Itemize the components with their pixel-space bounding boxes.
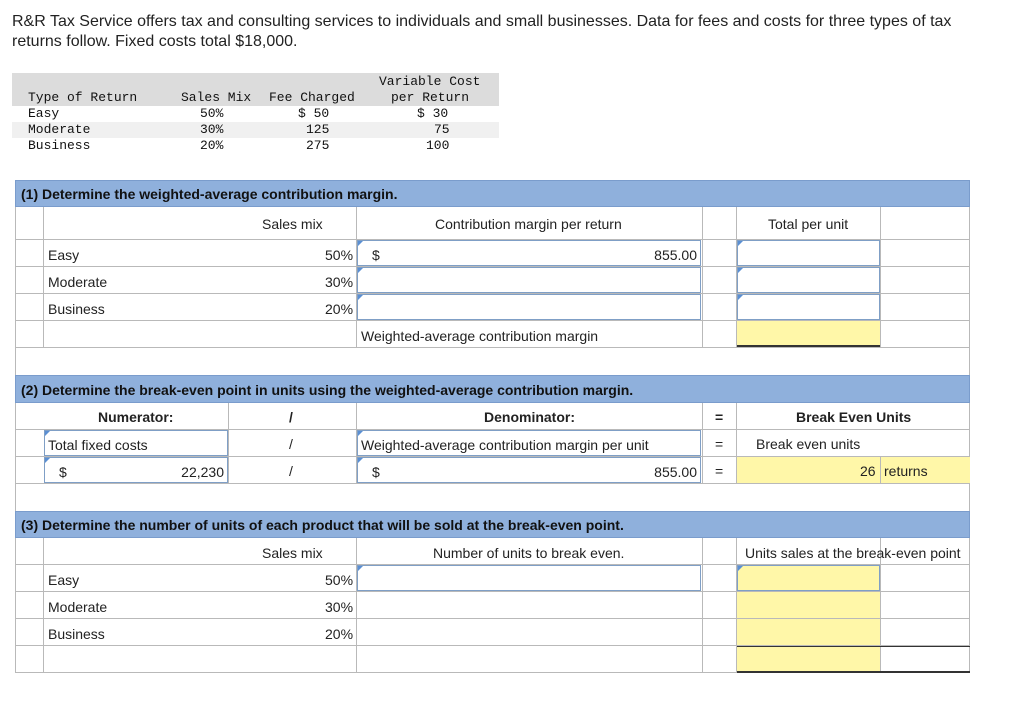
wacm-value: 855.00: [654, 464, 697, 480]
col-units-to-break-even-header: Number of units to break even.: [433, 545, 625, 561]
denominator-header: Denominator:: [484, 409, 575, 425]
cell-divider: [880, 457, 881, 483]
row-label-business: Business: [48, 626, 105, 642]
problem-intro: R&R Tax Service offers tax and consulting services to individuals and small businesses. Data for fees and costs for three types of tax returns follow. Fixed costs total $18,000.: [12, 13, 952, 50]
total-double-rule: [737, 671, 970, 673]
row-label-moderate: Moderate: [48, 599, 108, 615]
equals-operator: =: [715, 463, 724, 479]
grid-line: [15, 207, 16, 348]
input-marker-icon: [358, 431, 363, 436]
input-marker-icon: [738, 268, 743, 273]
row-label-business: Business: [48, 301, 105, 317]
data-row-type: Business: [28, 138, 91, 153]
be-units-unit: returns: [884, 463, 928, 479]
equals-operator: =: [715, 436, 724, 452]
data-row-fee: 275: [306, 138, 330, 153]
wacm-per-unit-label: Weighted-average contribution margin per unit: [361, 437, 649, 453]
dollar-sign: $: [372, 247, 380, 263]
grid-line: [15, 538, 16, 673]
data-row-type: Easy: [28, 106, 60, 121]
be-units-value: 26: [860, 463, 876, 479]
be-units-label: Break even units: [756, 436, 861, 452]
dollar-sign: $: [59, 464, 67, 480]
data-row-fee: 125: [306, 122, 330, 137]
part1-title-bar: [15, 180, 970, 207]
grid-line: [15, 483, 970, 484]
header-sales-mix: Sales Mix: [181, 90, 252, 105]
input-marker-icon: [738, 295, 743, 300]
grid-line: [228, 403, 229, 484]
units-to-break-even-input-easy[interactable]: [357, 565, 701, 591]
units-sales-input-easy[interactable]: [737, 565, 880, 591]
equals-header: =: [715, 409, 724, 425]
grid-line: [702, 207, 703, 348]
grid-line: [15, 483, 16, 511]
col-cm-per-return-header: Contribution margin per return: [435, 216, 622, 232]
data-row-mix: 50%: [200, 106, 224, 121]
grid-line: [43, 207, 44, 348]
grid-line: [15, 347, 970, 348]
numerator-header: Numerator:: [98, 409, 174, 425]
data-row-var-cost: $ 30: [417, 106, 449, 121]
input-marker-icon: [738, 241, 743, 246]
fixed-costs-label: Total fixed costs: [48, 437, 148, 453]
input-marker-icon: [358, 295, 363, 300]
sales-mix-value: 20%: [325, 301, 354, 317]
slash-operator: /: [289, 463, 293, 479]
sales-mix-value: 50%: [325, 572, 354, 588]
header-per-return: per Return: [391, 90, 470, 105]
grid-line: [43, 538, 44, 673]
header-fee-charged: Fee Charged: [269, 90, 355, 105]
wacm-value-input[interactable]: [357, 457, 701, 483]
col-units-sales-header: Units sales at the break-even point: [745, 545, 961, 561]
grid-line: [356, 538, 357, 673]
col-sales-mix-header: Sales mix: [262, 545, 323, 561]
sales-mix-value: 30%: [325, 599, 354, 615]
row-label-easy: Easy: [48, 572, 80, 588]
cm-per-return-input-moderate[interactable]: [357, 267, 701, 293]
input-marker-icon: [358, 268, 363, 273]
total-per-unit-input-moderate[interactable]: [737, 267, 880, 293]
row-label-easy: Easy: [48, 247, 80, 263]
sales-mix-value: 30%: [325, 274, 354, 290]
grid-line: [969, 483, 970, 511]
total-per-unit-input-easy[interactable]: [737, 240, 880, 266]
part2-title-bar: [15, 375, 970, 403]
fixed-costs-input[interactable]: [44, 457, 228, 483]
sales-mix-value: 50%: [325, 247, 354, 263]
part3-title-bar: [15, 511, 970, 538]
data-row-type: Moderate: [28, 122, 91, 137]
grid-line: [15, 403, 16, 484]
row-label-moderate: Moderate: [48, 274, 108, 290]
dollar-sign: $: [372, 464, 380, 480]
data-row-mix: 30%: [200, 122, 224, 137]
units-sales-input-moderate[interactable]: [737, 592, 880, 618]
units-sales-input-business[interactable]: [737, 619, 880, 645]
data-row-var-cost: 100: [426, 138, 450, 153]
be-units-result: [737, 457, 970, 483]
numerator-label-input[interactable]: [44, 430, 228, 456]
input-marker-icon: [358, 241, 363, 246]
data-row-var-cost: 75: [434, 122, 450, 137]
grid-line: [969, 347, 970, 375]
input-marker-icon: [358, 566, 363, 571]
grid-line: [969, 538, 970, 673]
total-per-unit-input-business[interactable]: [737, 294, 880, 320]
cm-value: 855.00: [654, 247, 697, 263]
data-row-fee: $ 50: [298, 106, 330, 121]
denominator-label-input[interactable]: [357, 430, 701, 456]
input-marker-icon: [738, 566, 743, 571]
break-even-units-header: Break Even Units: [796, 409, 912, 425]
cm-per-return-input-easy[interactable]: [357, 240, 701, 266]
col-sales-mix-header: Sales mix: [262, 216, 323, 232]
input-marker-icon: [45, 431, 50, 436]
part2-title: (2) Determine the break-even point in units using the weighted-average contribution margin.: [21, 382, 634, 398]
slash-operator: /: [289, 436, 293, 452]
part3-title: (3) Determine the number of units of each product that will be sold at the break-even point.: [21, 517, 624, 533]
input-marker-icon: [358, 458, 363, 463]
header-type-of-return: Type of Return: [28, 90, 138, 105]
fixed-costs-value: 22,230: [181, 464, 224, 480]
cm-per-return-input-business[interactable]: [357, 294, 701, 320]
grid-line: [15, 347, 16, 375]
grid-line: [969, 207, 970, 348]
header-variable-cost: Variable Cost: [379, 74, 481, 89]
grid-line: [702, 538, 703, 673]
input-marker-icon: [45, 458, 50, 463]
data-row-mix: 20%: [200, 138, 224, 153]
sales-mix-value: 20%: [325, 626, 354, 642]
slash-header: /: [289, 409, 293, 425]
wacm-label: Weighted-average contribution margin: [361, 328, 599, 344]
col-total-per-unit-header: Total per unit: [768, 216, 849, 232]
wacm-total-input[interactable]: [737, 321, 880, 347]
part1-title: (1) Determine the weighted-average contribution margin.: [21, 186, 398, 202]
grid-line: [702, 403, 703, 484]
grid-line: [880, 207, 881, 348]
units-sales-total-input[interactable]: [737, 646, 880, 672]
total-rule: [737, 646, 970, 647]
